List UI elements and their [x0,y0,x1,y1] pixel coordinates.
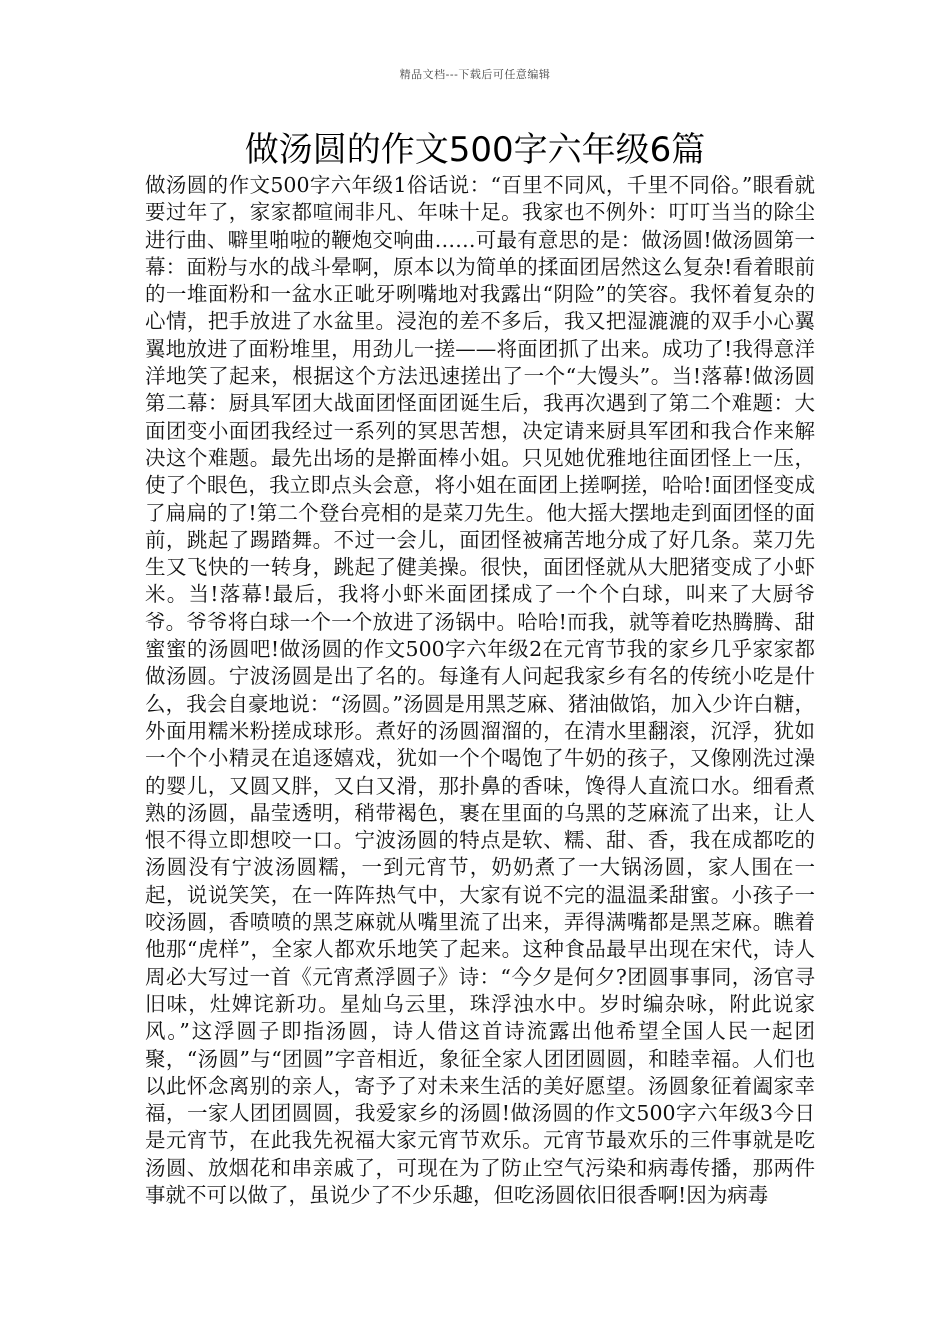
page-header-note: 精品文档---下载后可任意编辑 [399,68,551,81]
document-body-text: 做汤圆的作文500字六年级1俗话说：“百里不同风，千里不同俗。”眼看就要过年了，家家都喧闹非凡、年味十足。我家也不例外：叮叮当当的除尘进行曲、噼里啪啦的鞭炮交响曲……可最有意思的是：做汤圆!做汤圆第一幕：面粉与水的战斗晕啊，原本以为简单的揉面团居然这么复杂!看着眼前的一堆面粉和一盆水正呲牙咧嘴地对我露出“阴险”的笑容。我怀着复杂的心情，把手放进了水盆里。浸泡的差不多后，我又把湿漉漉的双手小心翼翼地放进了面粉堆里，用劲儿一搓——将面团抓了出来。成功了!我得意洋洋地笑了起来，根据这个方法迅速搓出了一个“大馒头”。当!落幕!做汤圆第二幕：厨具军团大战面团怪面团诞生后，我再次遇到了第二个难题：大面团变小面团我经过一系列的冥思苦想，决定请来厨具军团和我合作来解决这个难题。最先出场的是擀面棒小姐。只见她优雅地往面团怪上一压，使了个眼色，我立即点头会意，将小姐在面团上搓啊搓，哈哈!面团怪变成了扁扁的了!第二个登台亮相的是菜刀先生。他大摇大摆地走到面团怪的面前，跳起了踢踏舞。不过一会儿，面团怪被痛苦地分成了好几条。菜刀先生又飞快的一转身，跳起了健美操。很快，面团怪就从大肥猪变成了小虾米。当!落幕!最后，我将小虾米面团揉成了一个个白球，叫来了大厨爷爷。爷爷将白球一个一个放进了汤锅中。哈哈!而我，就等着吃热腾腾、甜蜜蜜的汤圆吧!做汤圆的作文500字六年级2在元宵节我的家乡几乎家家都做汤圆。宁波汤圆是出了名的。每逢有人问起我家乡有名的传统小吃是什么，我会自豪地说：“汤圆。”汤圆是用黑芝麻、猪油做馅，加入少许白糖，外面用糯米粉搓成球形。煮好的汤圆溜溜的，在清水里翻滚，沉浮，犹如一个个小精灵在追逐嬉戏，犹如一个个喝饱了牛奶的孩子，又像刚洗过澡的婴儿，又圆又胖，又白又滑，那扑鼻的香味，馋得人直流口水。细看煮熟的汤圆，晶莹透明，稍带褐色，裹在里面的乌黑的芝麻流了出来，让人恨不得立即想咬一口。宁波汤圆的特点是软、糯、甜、香，我在成都吃的汤圆没有宁波汤圆糯，一到元宵节，奶奶煮了一大锅汤圆，家人围在一起，说说笑笑，在一阵阵热气中，大家有说不完的温温柔甜蜜。小孩子一咬汤圆，香喷喷的黑芝麻就从嘴里流了出来，弄得满嘴都是黑芝麻。瞧着他那“虎样”，全家人都欢乐地笑了起来。这种食品最早出现在宋代，诗人周必大写过一首《元宵煮浮圆子》诗：“今夕是何夕?团圆事事同，汤官寻旧味，灶婢诧新功。星灿乌云里，珠浮浊水中。岁时编杂咏，附此说家风。”这浮圆子即指汤圆，诗人借这首诗流露出他希望全国人民一起团聚，“汤圆”与“团圆”字音相近，象征全家人团团圆圆，和睦幸福。人们也以此怀念离别的亲人，寄予了对未来生活的美好愿望。汤圆象征着阖家幸福，一家人团团圆圆，我爱家乡的汤圆!做汤圆的作文500字六年级3今日是元宵节，在此我先祝福大家元宵节欢乐。元宵节最欢乐的三件事就是吃汤圆、放烟花和串亲戚了，可现在为了防止空气污染和病毒传播，那两件事就不可以做了，虽说少了不少乐趣，但吃汤圆依旧很香啊!因为病毒 [145,173,815,1207]
document-title: 做汤圆的作文500字六年级6篇 [244,130,706,170]
